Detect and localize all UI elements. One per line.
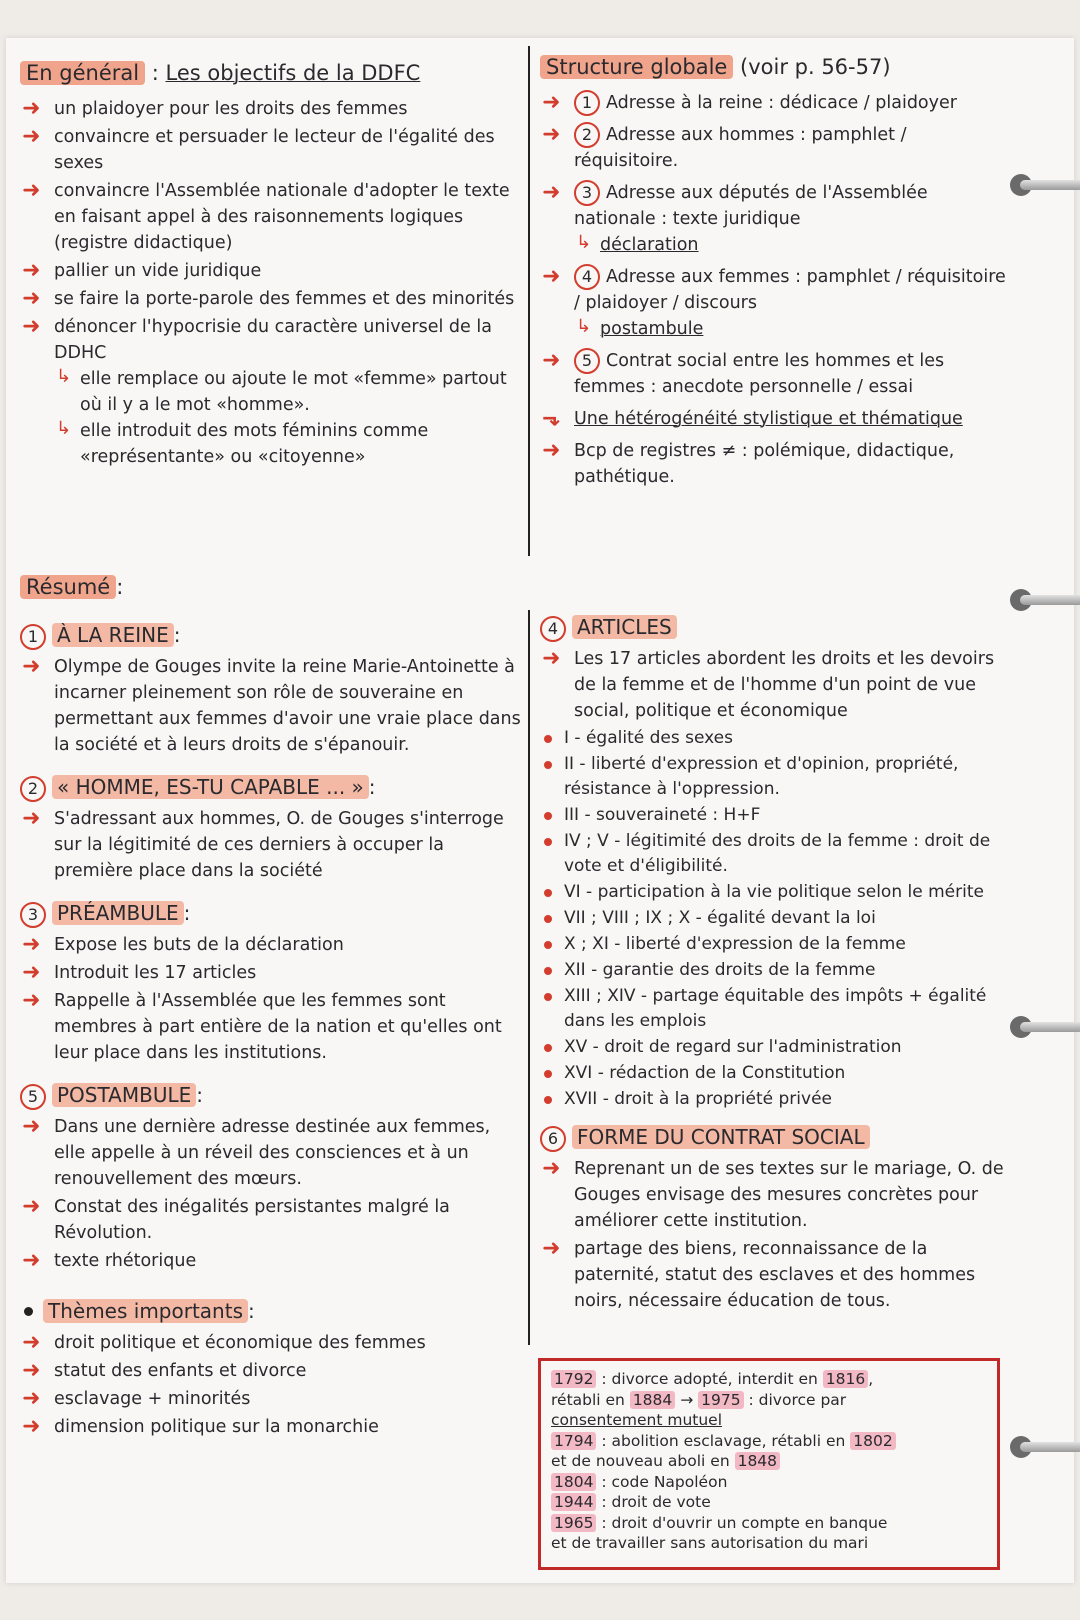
list-item: ➜ dimension politique sur la monarchie — [22, 1414, 379, 1439]
arrow-icon: ➜ — [22, 806, 41, 831]
arrow-icon: ➜ — [22, 178, 41, 203]
arrow-icon: ➜ — [542, 180, 561, 205]
list-item: ➜ Olympe de Gouges invite la reine Marie-Antoinette à incarner pleinement son rôle de souveraine en permettant aux femmes d'avoir une vraie place dans la société et à leurs droits de s'épanouir. — [22, 654, 521, 755]
list-item: ➜ pallier un vide juridique — [22, 258, 262, 283]
bullet-icon — [544, 1044, 552, 1052]
objectifs-list — [20, 96, 525, 470]
article-item: II - liberté d'expression et d'opinion, propriété, résistance à l'oppression. — [540, 752, 1010, 802]
contrat-heading: 6 FORME DU CONTRAT SOCIAL — [540, 1122, 1010, 1152]
articles-list — [540, 726, 1010, 1112]
section-heading: 1 À LA REINE : — [20, 620, 525, 650]
arrow-icon: ➜ — [542, 1236, 561, 1261]
sub-item: ↳ déclaration — [576, 232, 699, 255]
list-item: ➜ Introduit les 17 articles — [22, 960, 257, 985]
list-item: ➜ Bcp de registres ≠ : polémique, didactique, pathétique. — [542, 438, 955, 487]
list-item: ➜ 3 Adresse aux députés de l'Assemblée nationale : texte juridique ↳ déclaration — [540, 180, 1010, 258]
sub-item: ↳ postambule — [576, 316, 704, 339]
list-item: ➜ esclavage + minorités — [22, 1386, 251, 1411]
list-item: ➜ 4 Adresse aux femmes : pamphlet / réquisitoire / plaidoyer / discours ↳ postambule — [540, 264, 1010, 342]
list-item: ➜ Dans une dernière adresse destinée aux femmes, elle appelle à un réveil des consciences et à un renouvellement des mœurs. — [22, 1114, 491, 1189]
arrow-icon: ➜ — [542, 348, 561, 373]
arrow-icon: ➜ — [22, 960, 41, 985]
arrow-icon: ➜ — [542, 264, 561, 289]
list-item: ➜ Expose les buts de la déclaration — [22, 932, 344, 957]
sub-arrow-icon: ↳ — [56, 366, 72, 387]
hook-arrow-icon: ⬎ — [542, 406, 561, 431]
arrow-icon: ➜ — [22, 314, 41, 339]
arrow-icon: ➜ — [22, 1358, 41, 1383]
sub-arrow-icon: ↳ — [56, 418, 72, 439]
list-item: ➜ statut des enfants et divorce — [22, 1358, 307, 1383]
article-item: XV - droit de regard sur l'administration — [540, 1035, 1010, 1060]
article-item: VII ; VIII ; IX ; X - égalité devant la loi — [540, 906, 1010, 931]
list-item: ➜ Rappelle à l'Assemblée que les femmes sont membres à part entière de la nation et qu'elles ont leur place dans les institutions. — [22, 988, 502, 1063]
timeline-line: 1804 : code Napoléon — [551, 1472, 987, 1493]
binder-ring-icon — [1010, 1432, 1080, 1462]
timeline-line: consentement mutuel — [551, 1411, 723, 1429]
article-item: XVI - rédaction de la Constitution — [540, 1061, 1010, 1086]
structure-title — [540, 52, 1010, 82]
resume-right — [540, 612, 1010, 1316]
timeline-line: 1794 : abolition esclavage, rétabli en 1802 — [551, 1431, 987, 1452]
en-general-label: En général — [20, 61, 145, 85]
arrow-icon: ➜ — [22, 96, 41, 121]
arrow-icon: ➜ — [542, 438, 561, 463]
arrow-icon: ➜ — [542, 1156, 561, 1181]
structure-list — [540, 90, 1010, 490]
list-item: ➜ S'adressant aux hommes, O. de Gouges s'interroge sur la légitimité de ces derniers à occuper la première place dans la société — [22, 806, 504, 881]
list-item: ➜ 1 Adresse à la reine : dédicace / plaidoyer — [542, 90, 957, 115]
timeline-line: et de travailler sans autorisation du mari — [551, 1534, 869, 1552]
article-item: VI - participation à la vie politique selon le mérite — [540, 880, 1010, 905]
structure-section — [540, 52, 1010, 492]
sub-item: ↳ elle remplace ou ajoute le mot «femme» partout où il y a le mot «homme». — [56, 366, 507, 415]
arrow-icon: ➜ — [22, 1386, 41, 1411]
structure-note: (voir p. 56-57) — [740, 55, 891, 79]
timeline-line: 1965 : droit d'ouvrir un compte en banque — [551, 1513, 987, 1534]
article-item: XIII ; XIV - partage équitable des impôts + égalité dans les emplois — [540, 984, 1010, 1034]
column-divider-bottom — [528, 610, 530, 1345]
list-item: ➜ un plaidoyer pour les droits des femmes — [22, 96, 408, 121]
arrow-icon: ➜ — [22, 1194, 41, 1219]
conclusion-item: ⬎ Une hétérogénéité stylistique et thématique — [542, 406, 963, 431]
resume-left — [20, 612, 525, 1442]
list-item: ➜ texte rhétorique — [22, 1248, 197, 1273]
binder-ring-icon — [1010, 170, 1080, 200]
article-item: I - égalité des sexes — [540, 726, 1010, 751]
sub-item: ↳ elle introduit des mots féminins comme «représentante» ou «citoyenne» — [56, 418, 429, 467]
sub-arrow-icon: ↳ — [576, 232, 592, 253]
timeline-line: rétabli en 1884 → 1975 : divorce par — [551, 1390, 847, 1409]
objectifs-section — [20, 58, 525, 472]
list-item: ➜ convaincre l'Assemblée nationale d'adopter le texte en faisant appel à des raisonnements logiques (registre didactique) — [22, 178, 510, 253]
timeline-line: 1792 : divorce adopté, interdit en 1816 , — [551, 1369, 987, 1390]
list-item: ➜ 5 Contrat social entre les hommes et les femmes : anecdote personnelle / essai — [542, 348, 945, 397]
articles-heading: 4 ARTICLES — [540, 612, 1010, 642]
objectifs-title: En général : Les objectifs de la DDFC — [20, 58, 525, 88]
list-item: ➜ convaincre et persuader le lecteur de l'égalité des sexes — [22, 124, 495, 173]
bullet-icon — [544, 761, 552, 769]
list-item: ➜ partage des biens, reconnaissance de la paternité, statut des esclaves et des hommes noirs, nécessaire éducation de tous. — [542, 1236, 976, 1311]
section-heading: 3 PRÉAMBULE : — [20, 898, 525, 928]
bullet-icon — [544, 993, 552, 1001]
arrow-icon: ➜ — [22, 286, 41, 311]
arrow-icon: ➜ — [22, 124, 41, 149]
article-item: IV ; V - légitimité des droits de la femme : droit de vote et d'éligibilité. — [540, 829, 1010, 879]
binder-ring-icon — [1010, 1012, 1080, 1042]
arrow-icon: ➜ — [542, 122, 561, 147]
bullet-icon — [544, 941, 552, 949]
list-item: ➜ se faire la porte-parole des femmes et des minorités — [22, 286, 515, 311]
list-item: ➜ 2 Adresse aux hommes : pamphlet / réquisitoire. — [542, 122, 907, 171]
list-item: ➜ dénoncer l'hypocrisie du caractère universel de la DDHC ↳ elle remplace ou ajoute le mot «femme» partout où il y a le mot «homme». ↳ elle introduit des mots féminins comme «représentante» ou «citoyenne» — [20, 314, 525, 470]
bullet-icon — [544, 967, 552, 975]
section-heading: 5 POSTAMBULE : — [20, 1080, 525, 1110]
bullet-icon — [544, 915, 552, 923]
list-item: ➜ Constat des inégalités persistantes malgré la Révolution. — [22, 1194, 450, 1243]
arrow-icon: ➜ — [542, 646, 561, 671]
arrow-icon: ➜ — [22, 988, 41, 1013]
list-item: ➜ droit politique et économique des femmes — [22, 1330, 426, 1355]
list-item: ➜ Les 17 articles abordent les droits et les devoirs de la femme et de l'homme d'un point de vue social, politique et économique — [542, 646, 995, 721]
article-item: III - souveraineté : H+F — [540, 803, 1010, 828]
resume-heading: Résumé : — [20, 572, 123, 602]
bullet-icon — [544, 1070, 552, 1078]
list-item: ➜ Reprenant un de ses textes sur le mariage, O. de Gouges envisage des mesures concrètes pour améliorer cette institution. — [542, 1156, 1004, 1231]
bullet-icon — [24, 1307, 33, 1316]
arrow-icon: ➜ — [22, 1248, 41, 1273]
bullet-icon — [544, 889, 552, 897]
themes-heading: Thèmes importants : — [20, 1296, 525, 1326]
arrow-icon: ➜ — [22, 654, 41, 679]
bullet-icon — [544, 1096, 552, 1104]
bullet-icon — [544, 812, 552, 820]
timeline-box — [538, 1358, 1000, 1570]
structure-label: Structure globale — [540, 55, 733, 79]
timeline-line: et de nouveau aboli en 1848 — [551, 1451, 987, 1472]
arrow-icon: ➜ — [542, 90, 561, 115]
article-item: XII - garantie des droits de la femme — [540, 958, 1010, 983]
bullet-icon — [544, 838, 552, 846]
arrow-icon: ➜ — [22, 258, 41, 283]
binder-ring-icon — [1010, 585, 1080, 615]
article-item: X ; XI - liberté d'expression de la femme — [540, 932, 1010, 957]
article-item: XVII - droit à la propriété privée — [540, 1087, 1010, 1112]
column-divider — [528, 46, 530, 556]
bullet-icon — [544, 735, 552, 743]
section-heading: 2 « HOMME, ES-TU CAPABLE ... » : — [20, 772, 525, 802]
arrow-icon: ➜ — [22, 932, 41, 957]
arrow-icon: ➜ — [22, 1114, 41, 1139]
arrow-icon: ➜ — [22, 1330, 41, 1355]
sub-arrow-icon: ↳ — [576, 316, 592, 337]
objectifs-heading: Les objectifs de la DDFC — [165, 61, 421, 85]
timeline-line: 1944 : droit de vote — [551, 1492, 987, 1513]
arrow-icon: ➜ — [22, 1414, 41, 1439]
